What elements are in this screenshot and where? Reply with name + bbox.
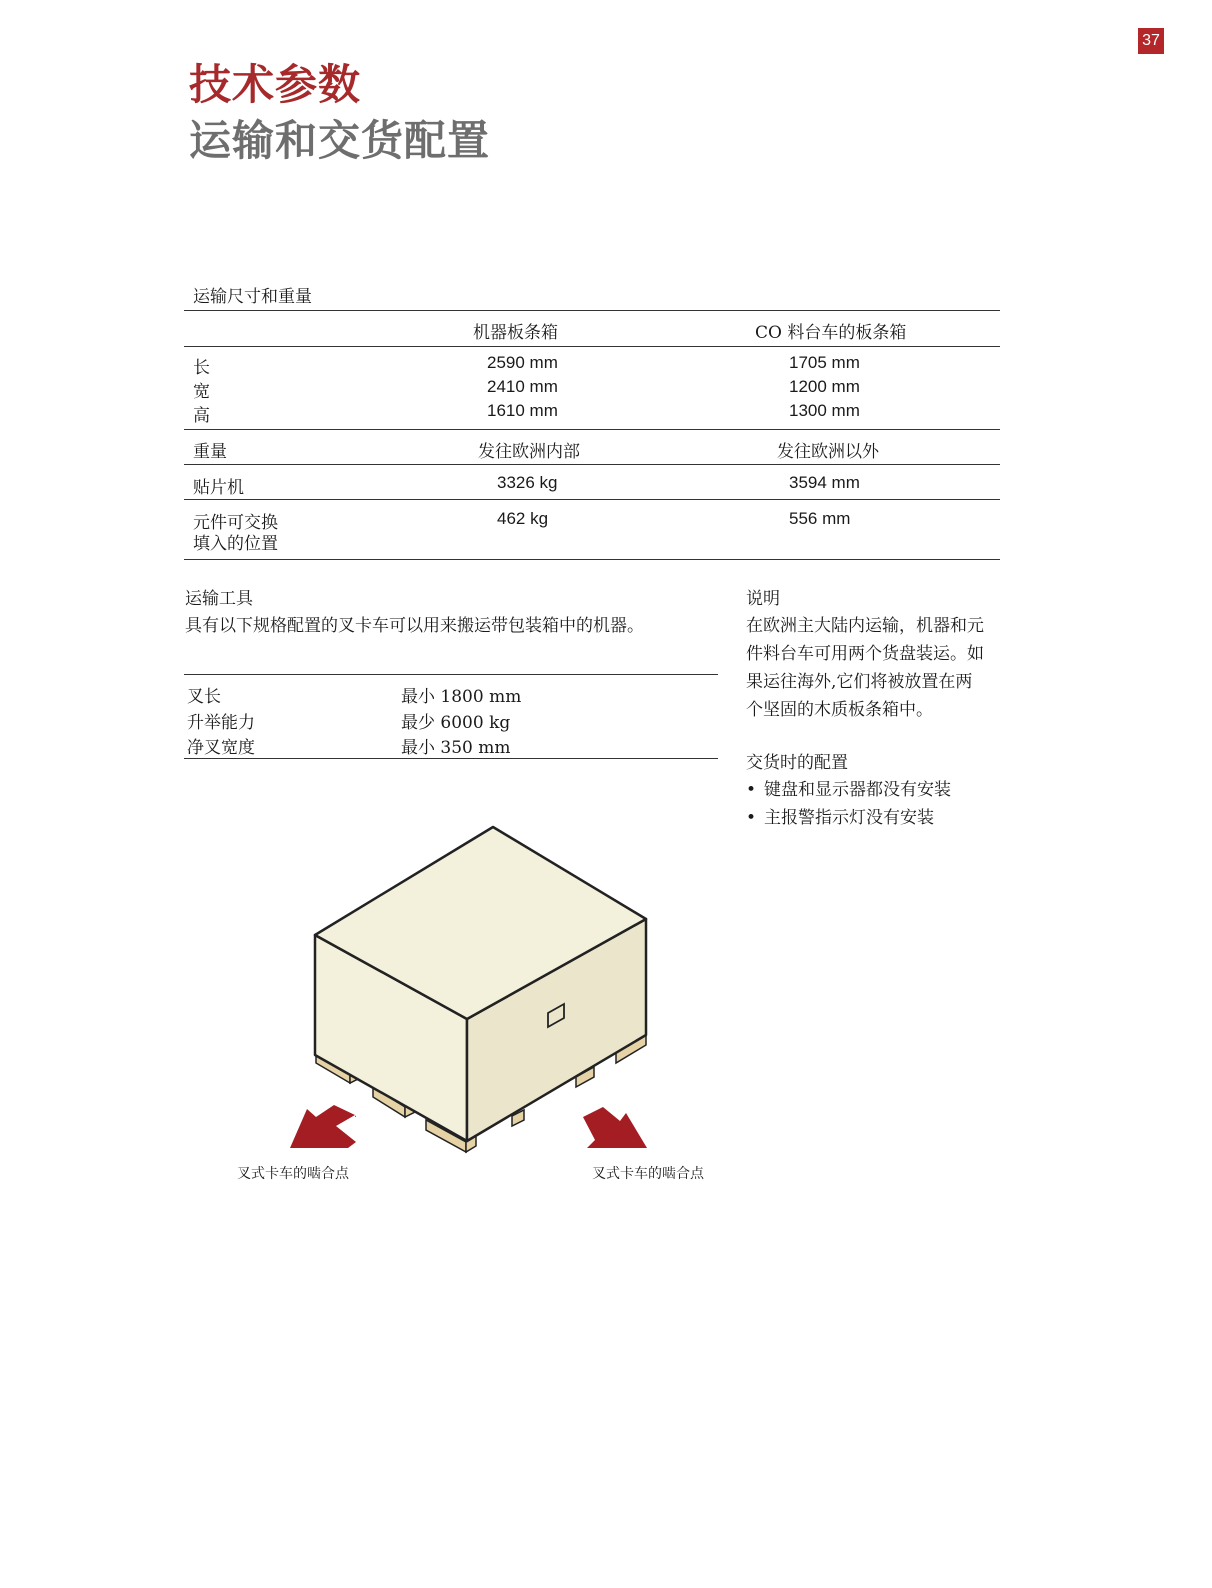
row-label-length: 长 — [193, 358, 210, 378]
bullet-icon: • — [746, 780, 757, 800]
list-item — [746, 776, 951, 804]
page-number: 37 — [1138, 28, 1164, 54]
col-header-co-crate: CO 料台车的板条箱 — [755, 323, 907, 343]
page-title: 技术参数 — [189, 60, 362, 109]
weight-header-europe: 发往欧洲内部 — [478, 442, 580, 462]
notes-text — [746, 612, 984, 724]
spec-label-lift-capacity: 升举能力 — [187, 713, 255, 733]
row-label-placement-machine: 贴片机 — [193, 478, 244, 498]
value-length-machine: 2590 mm — [487, 353, 558, 372]
notes-line: 在欧洲主大陆内运输，机器和元 — [746, 616, 984, 636]
notes-line: 果运往海外,它们将被放置在两 — [746, 672, 973, 692]
transport-heading: 运输工具 — [185, 589, 253, 609]
row-label-component-trolley-line1: 元件可交换 — [193, 513, 278, 533]
table-caption: 运输尺寸和重量 — [193, 287, 312, 307]
transport-text: 具有以下规格配置的叉卡车可以用来搬运带包装箱中的机器。 — [185, 616, 644, 636]
page-subtitle: 运输和交货配置 — [189, 116, 491, 165]
table-bottom-rule — [184, 559, 1000, 560]
row-label-weight: 重量 — [193, 442, 227, 462]
list-item — [746, 804, 951, 832]
transport-bottom-rule — [184, 758, 718, 759]
spec-label-fork-length: 叉长 — [187, 687, 221, 707]
row-label-component-trolley-line2: 填入的位置 — [193, 534, 278, 554]
table-rule — [184, 499, 1000, 500]
value-width-co: 1200 mm — [789, 377, 860, 396]
forklift-point-label-left: 叉式卡车的啮合点 — [237, 1166, 349, 1182]
value-length-co: 1705 mm — [789, 353, 860, 372]
delivery-list — [746, 776, 951, 832]
value-width-machine: 2410 mm — [487, 377, 558, 396]
value-weight-machine-outside: 3594 mm — [789, 473, 860, 492]
table-top-rule — [184, 310, 1000, 311]
weight-header-outside-europe: 发往欧洲以外 — [777, 442, 879, 462]
crate-illustration — [280, 815, 700, 1165]
value-height-co: 1300 mm — [789, 401, 860, 420]
notes-line: 个坚固的木质板条箱中。 — [746, 700, 933, 720]
col-header-machine-crate: 机器板条箱 — [473, 323, 558, 343]
spec-value-lift-capacity: 最少 6000 kg — [401, 713, 511, 733]
bullet-icon: • — [746, 808, 757, 828]
spec-value-fork-length: 最小 1800 mm — [401, 687, 522, 707]
value-weight-machine-europe: 3326 kg — [497, 473, 558, 492]
forklift-point-label-right: 叉式卡车的啮合点 — [592, 1166, 704, 1182]
forklift-arrow-right-icon — [583, 1107, 647, 1148]
spec-value-fork-width: 最小 350 mm — [401, 738, 511, 758]
table-header-rule — [184, 346, 1000, 347]
notes-heading: 说明 — [746, 589, 780, 609]
value-height-machine: 1610 mm — [487, 401, 558, 420]
transport-top-rule — [184, 674, 718, 675]
value-weight-trolley-outside: 556 mm — [789, 509, 851, 528]
table-rule — [184, 429, 1000, 430]
forklift-arrow-left-icon — [290, 1105, 356, 1148]
table-rule — [184, 464, 1000, 465]
delivery-heading: 交货时的配置 — [746, 753, 848, 773]
notes-line: 件料台车可用两个货盘装运。如 — [746, 644, 984, 664]
list-item-text: 键盘和显示器都没有安装 — [764, 780, 951, 800]
value-weight-trolley-europe: 462 kg — [497, 509, 549, 528]
list-item-text: 主报警指示灯没有安装 — [764, 808, 934, 828]
spec-label-fork-width: 净叉宽度 — [187, 738, 255, 758]
row-label-width: 宽 — [193, 382, 210, 402]
row-label-height: 高 — [193, 406, 210, 426]
